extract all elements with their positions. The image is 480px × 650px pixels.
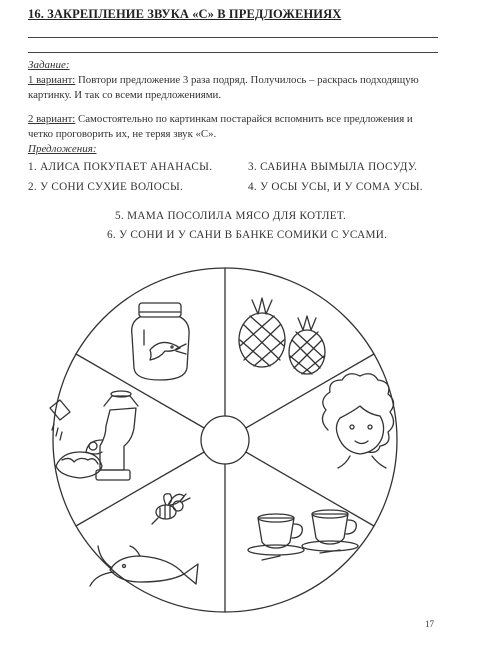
meat-grinder-and-salt-icon: [50, 391, 138, 480]
wheel-hub: [201, 416, 249, 464]
sentence-5: 5. МАМА ПОСОЛИЛА МЯСО ДЛЯ КОТЛЕТ.: [115, 210, 347, 222]
girl-with-curly-hair-icon: [322, 374, 393, 468]
sentence-6: 6. У СОНИ И У САНИ В БАНКЕ СОМИКИ С УСАМИ.: [107, 229, 388, 241]
sentence-4: 4. У ОСЫ УСЫ, И У СОМА УСЫ.: [248, 181, 423, 193]
variant-1-label: 1 вариант:: [28, 74, 76, 86]
sentence-2: 2. У СОНИ СУХИЕ ВОЛОСЫ.: [28, 181, 184, 193]
variant-2-text: Самостоятельно по картинкам постарайся вспомнить все предложения и четко проговорить их, не теряя звук «С».: [28, 113, 413, 140]
cups-and-saucers-icon: [248, 510, 358, 560]
variant-1-text: Повтори предложение 3 раза подряд. Получилось – раскрась подходящую картинку. И так со всеми предложениями.: [28, 74, 419, 101]
sentence-3: 3. САБИНА ВЫМЫЛА ПОСУДУ.: [248, 161, 418, 173]
variant-2-label: 2 вариант:: [28, 113, 76, 125]
page-title: 16. ЗАКРЕПЛЕНИЕ ЗВУКА «С» В ПРЕДЛОЖЕНИЯХ: [28, 7, 342, 21]
page-number: 17: [425, 619, 434, 629]
task-label: Задание:: [28, 59, 70, 71]
jar-with-catfish-icon: [132, 303, 189, 380]
sentences-label: Предложения:: [28, 143, 97, 155]
sentence-1: 1. АЛИСА ПОКУПАЕТ АНАНАСЫ.: [28, 161, 213, 173]
wasp-and-catfish-icon: [90, 494, 198, 586]
pineapples-icon: [239, 298, 325, 374]
